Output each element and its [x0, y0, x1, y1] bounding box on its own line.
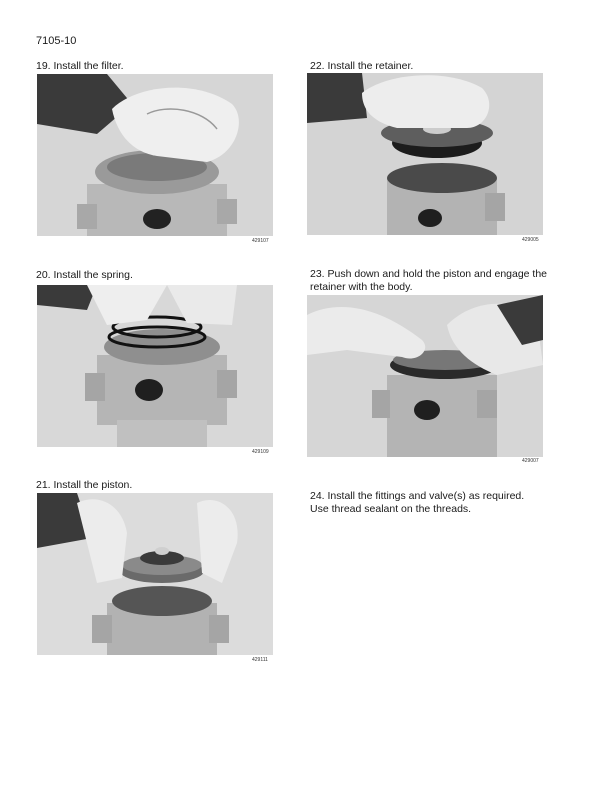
step-20-text: 20. Install the spring. [36, 269, 133, 281]
page-number: 7105-10 [36, 35, 77, 47]
step-22-figure-number: 429005 [522, 237, 539, 243]
step-23-text: 23. Push down and hold the piston and engage the retainer with the body. [310, 268, 548, 293]
step-22-photo [307, 73, 543, 235]
step-21-photo [37, 493, 273, 655]
step-19-photo [37, 74, 273, 236]
step-20-photo [37, 285, 273, 447]
step-20-figure-number: 429109 [252, 449, 269, 455]
step-23-photo [307, 295, 543, 457]
step-22-text: 22. Install the retainer. [310, 60, 414, 72]
step-21-figure-number: 429111 [252, 657, 268, 663]
step-21-text: 21. Install the piston. [36, 479, 133, 491]
step-19-figure-number: 429107 [252, 238, 269, 244]
step-23-figure-number: 429007 [522, 458, 539, 464]
step-24-text: 24. Install the fittings and valve(s) as required. Use thread sealant on the threads. [310, 490, 525, 515]
step-19-text: 19. Install the filter. [36, 60, 124, 72]
